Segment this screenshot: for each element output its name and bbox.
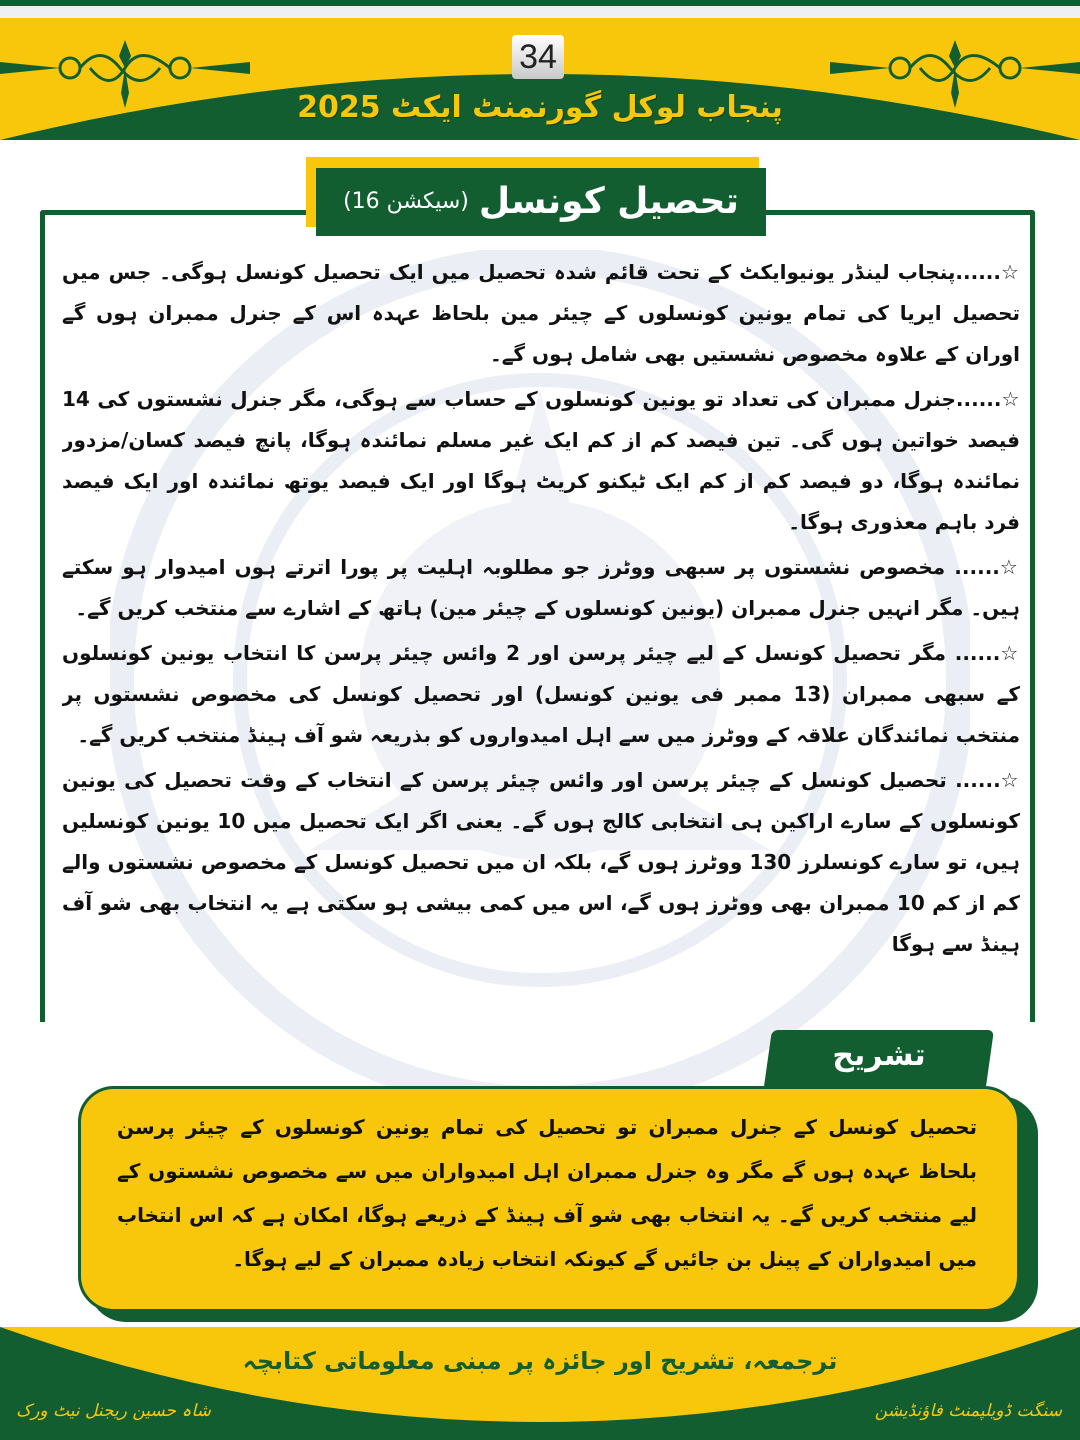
star-bullet-icon: ☆ (999, 555, 1020, 579)
star-bullet-icon: ☆ (1001, 387, 1020, 411)
footer-credit-left: شاہ حسین ریجنل نیٹ ورک (16, 1401, 211, 1421)
footer-title: ترجمعہ، تشریح اور جائزہ پر مبنی معلوماتی کتابچہ (242, 1347, 838, 1375)
page-number: 34 (512, 35, 564, 79)
body-paragraph: ☆...... مخصوص نشستوں پر سبھی ووٹرز جو مطلوبہ اہلیت پر پورا اترتے ہوں امیدوار ہو سکتے ہیں۔ مگر انہیں جنرل ممبران (یونین کونسلوں کے چیئر مین) ہاتھ کے اشارے سے منتخب کریں گے۔ (62, 555, 1020, 620)
explanation-text: تحصیل کونسل کے جنرل ممبران تو تحصیل کی تمام یونین کونسلوں کے چیئر پرسن بلحاظ عہدہ ہوں گے مگر وہ جنرل ممبران اہل امیدواران میں سے مخصوص نشستوں کے لیے منتخب کریں گے۔ یہ انتخاب بھی شو آف ہینڈ کے ذریعے ہوگا، امکان ہے کہ اس انتخاب میں امیدواران کے پینل بن جائیں گے کیونکہ انتخاب زیادہ ممبران کے لیے ہوگا۔ (117, 1115, 977, 1271)
book-title: پنجاب لوکل گورنمنٹ ایکٹ 2025 (297, 90, 783, 125)
footer-arc (0, 1327, 1080, 1440)
section-number: (سیکشن 16) (343, 189, 469, 214)
body-paragraph: ☆...... مگر تحصیل کونسل کے لیے چیئر پرسن اور 2 وائس چیئر پرسن کا انتخاب یونین کونسلوں کے سبھی ممبران (13 ممبر فی یونین کونسل) اور تحصیل کونسل کی مخصوص نشستوں پر منتخب نمائندگان علاقہ کے ووٹرز میں سے اہل امیدواروں کو بذریعہ شو آف ہینڈ منتخب کریں گے۔ (62, 641, 1020, 747)
body-paragraph: ☆...... تحصیل کونسل کے چیئر پرسن اور وائس چیئر پرسن کے انتخاب کے وقت تحصیل کی یونین کونسلوں کے سارے اراکین ہی انتخابی کالج ہوں گے۔ یعنی اگر ایک تحصیل میں 10 یونین کونسلیں ہیں، تو سارے کونسلرز 130 ووٹرز ہوں گے، بلکہ ان میں تحصیل کونسل کے مخصوص نشستوں والے کم از کم 10 ممبران بھی ووٹرز ہوں گے، اس میں کمی بیشی ہو سکتی ہے یہ انتخاب بھی شو آف ہینڈ سے ہوگا (62, 768, 1020, 956)
section-body (62, 252, 1020, 1020)
explanation-box (78, 1086, 1020, 1312)
star-bullet-icon: ☆ (1000, 260, 1020, 284)
page-header (0, 18, 1080, 140)
footer-credit-right: سنگت ڈویلپمنٹ فاؤنڈیشن (874, 1401, 1062, 1421)
page-footer (0, 1327, 1080, 1440)
star-bullet-icon: ☆ (1000, 768, 1020, 792)
section-heading (316, 168, 766, 236)
star-bullet-icon: ☆ (1000, 641, 1020, 665)
body-paragraph: ☆......جنرل ممبران کی تعداد تو یونین کونسلوں کے حساب سے ہوگی، مگر جنرل نشستوں کی 14 فیصد خواتین ہوں گی۔ تین فیصد کم از کم ایک غیر مسلم نمائندہ ہوگا، پانچ فیصد کسان/مزدور نمائندہ ہوگا، دو فیصد کم از کم ایک ٹیکنو کریٹ ہوگا اور ایک فیصد یوتھ نمائندہ اور ایک فیصد فرد باہم معذوری ہوگا۔ (62, 387, 1020, 534)
section-title: تحصیل کونسل (478, 181, 739, 222)
explanation-label: تشریح (832, 1038, 926, 1073)
body-paragraph: ☆......پنجاب لینڈر یونیوایکٹ کے تحت قائم شدہ تحصیل میں ایک تحصیل کونسل ہوگی۔ جس میں تحصیل ایریا کی تمام یونین کونسلوں کے چیئر مین بلحاظ عہدہ اس کے جنرل ممبران ہوں گے اوران کے علاوہ مخصوص نشستیں بھی شامل ہوں گے۔ (62, 260, 1020, 366)
